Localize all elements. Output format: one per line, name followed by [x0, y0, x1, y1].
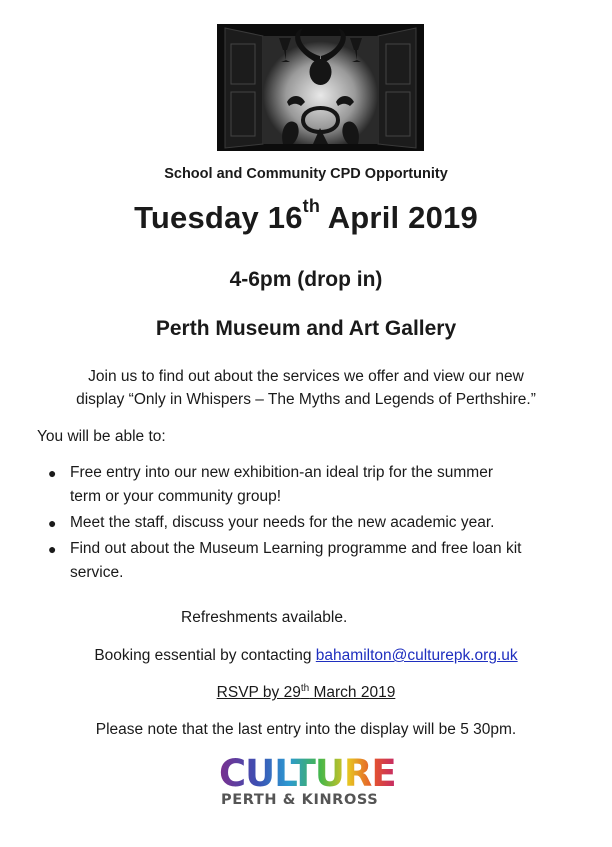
subtitle: School and Community CPD Opportunity — [164, 166, 448, 182]
booking-line — [0, 647, 612, 665]
rsvp-post: March 2019 — [309, 684, 396, 702]
event-date-rest: April 2019 — [320, 200, 478, 235]
benefits-list — [48, 461, 588, 587]
list-item — [48, 537, 588, 585]
bullet-icon: ● — [48, 515, 57, 531]
culture-perth-kinross-logo — [219, 754, 394, 812]
event-time: 4-6pm (drop in) — [229, 268, 383, 291]
intro-line-1: Join us to find out about the services we offer and view our new — [88, 368, 524, 385]
intro-line-2: display “Only in Whispers – The Myths and Legends of Perthshire.” — [76, 391, 536, 408]
intro-paragraph — [0, 365, 612, 411]
logo-main-text: CULTURE — [219, 752, 396, 795]
list-item-line-2: term or your community group! — [70, 488, 282, 505]
event-date-main: Tuesday 16 — [134, 200, 303, 235]
bullet-icon: ● — [48, 541, 57, 557]
last-entry-note: Please note that the last entry into the display will be 5 30pm. — [95, 721, 517, 738]
event-date — [0, 196, 612, 236]
able-to-heading: You will be able to: — [37, 428, 166, 445]
rsvp-text — [217, 684, 396, 701]
rsvp-line — [0, 683, 612, 702]
artwork-illustration — [217, 24, 424, 151]
rsvp-pre: RSVP by 29 — [216, 684, 301, 702]
event-date-suffix: th — [302, 196, 321, 216]
rsvp-suffix: th — [300, 683, 310, 694]
list-item-line-2: service. — [70, 564, 124, 581]
logo-sub-text: PERTH & KINROSS — [221, 792, 379, 808]
myths-legends-artwork — [217, 24, 424, 151]
list-item-line-1: Meet the staff, discuss your needs for the new academic year. — [70, 514, 495, 531]
list-item — [48, 511, 588, 535]
bullet-icon: ● — [48, 465, 57, 481]
list-item-line-1: Free entry into our new exhibition-an ideal trip for the summer — [70, 464, 494, 481]
event-venue: Perth Museum and Art Gallery — [155, 317, 457, 340]
list-item-line-1: Find out about the Museum Learning programme and free loan kit — [70, 540, 522, 557]
booking-text: Booking essential by contacting — [94, 647, 316, 664]
list-item — [48, 461, 588, 509]
booking-email-link[interactable]: bahamilton@culturepk.org.uk — [315, 647, 518, 664]
refreshments-note: Refreshments available. — [181, 609, 348, 626]
